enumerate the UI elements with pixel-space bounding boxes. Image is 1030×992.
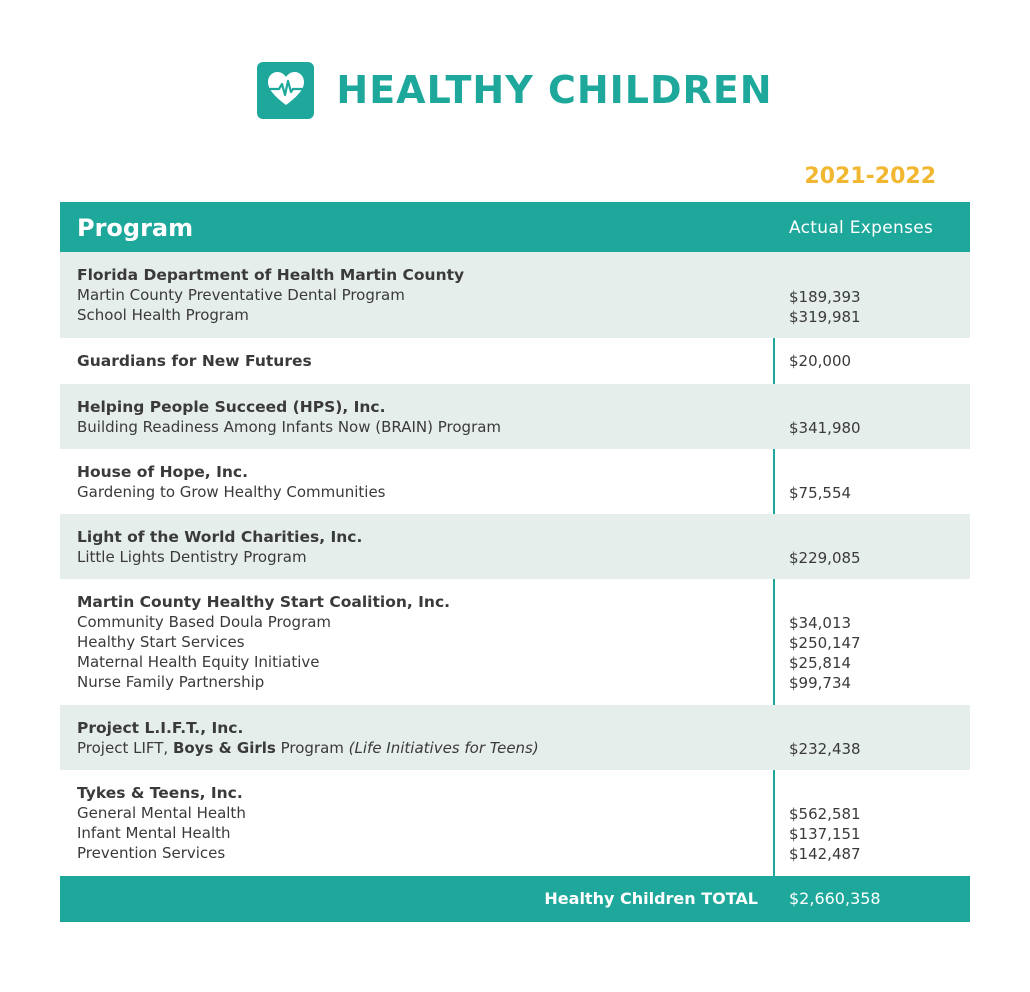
table-row [60,252,970,338]
expense-amount: $250,147 [789,634,861,652]
expense-cell [789,739,861,759]
organization-name: Tykes & Teens, Inc. [77,784,243,802]
organization-name: Martin County Healthy Start Coalition, Inc. [77,593,451,611]
expense-amount: $137,151 [789,825,861,843]
program-cell [77,462,386,502]
page-title: HEALTHY CHILDREN [336,68,773,112]
expense-amount: $319,981 [789,308,861,326]
program-name: Little Lights Dentistry Program [77,548,307,566]
table-row [60,384,970,449]
table-body [60,252,970,876]
expense-amount: $142,487 [789,845,861,863]
expenses-table [60,202,970,922]
program-name-bold: Boys & Girls [172,739,276,757]
program-name: Community Based Doula Program [77,613,332,631]
program-name-italic: (Life Initiatives for Teens) [348,739,539,757]
program-cell [77,527,362,567]
expense-amount: $562,581 [789,805,861,823]
organization-name: Guardians for New Futures [77,352,312,370]
program-name: Nurse Family Partnership [77,673,265,691]
program-cell [77,592,450,692]
program-name: Prevention Services [77,844,226,862]
program-name-part: Project LIFT, [77,739,173,757]
program-name: Martin County Preventative Dental Program [77,286,405,304]
expense-amount: $20,000 [789,352,852,370]
program-cell [77,783,246,863]
logo [257,62,314,119]
program-name-part: Program [275,739,349,757]
column-header-expenses: Actual Expenses [789,218,934,238]
expense-amount: $99,734 [789,674,852,692]
program-name: Infant Mental Health [77,824,231,842]
header [0,60,1030,120]
program-cell [77,265,464,325]
expense-amount: $34,013 [789,614,852,632]
expense-cell [789,351,851,371]
table-footer [60,876,970,922]
expense-cell [789,613,861,693]
program-name [77,738,539,758]
program-cell [77,397,501,437]
table-row [60,579,970,705]
total-label: Healthy Children TOTAL [544,889,758,908]
table-row [60,449,970,514]
expense-cell [789,483,851,503]
table-row [60,338,970,384]
organization-name: Project L.I.F.T., Inc. [77,719,244,737]
program-name: School Health Program [77,306,249,324]
column-header-program: Program [77,214,194,242]
program-cell [77,718,539,758]
organization-name: Light of the World Charities, Inc. [77,528,363,546]
fiscal-year: 2021-2022 [804,164,936,189]
table-header [60,202,970,252]
organization-name: House of Hope, Inc. [77,463,248,481]
expense-cell [789,548,861,568]
expense-amount: $75,554 [789,484,852,502]
table-row [60,514,970,579]
table-row [60,705,970,770]
organization-name: Florida Department of Health Martin County [77,266,465,284]
program-name: Healthy Start Services [77,633,245,651]
expense-cell [789,287,861,327]
expense-amount: $25,814 [789,654,852,672]
expense-amount: $229,085 [789,549,861,567]
total-value: $2,660,358 [789,889,881,908]
expense-cell [789,418,861,438]
expense-amount: $189,393 [789,288,861,306]
expense-cell [789,804,861,864]
program-name: Building Readiness Among Infants Now (BRAIN) Program [77,418,502,436]
program-cell [77,351,312,371]
program-name: Gardening to Grow Healthy Communities [77,483,386,501]
heart-pulse-icon [266,70,306,110]
table-row [60,770,970,876]
organization-name: Helping People Succeed (HPS), Inc. [77,398,386,416]
program-name: Maternal Health Equity Initiative [77,653,320,671]
program-name: General Mental Health [77,804,246,822]
expense-amount: $232,438 [789,740,861,758]
expense-amount: $341,980 [789,419,861,437]
